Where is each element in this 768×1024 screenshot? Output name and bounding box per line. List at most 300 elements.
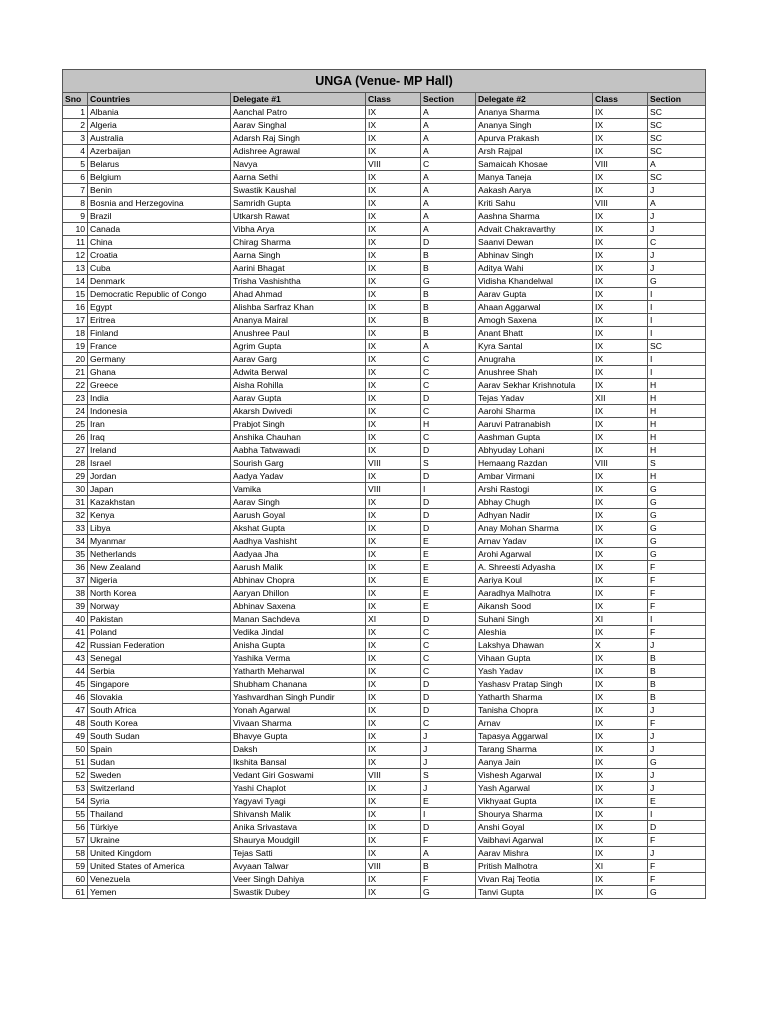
cell-section-1: A [421,184,476,197]
table-row [63,340,706,353]
cell-class-2: IX [593,314,648,327]
header-sno: Sno [63,93,88,106]
cell-class-2: IX [593,119,648,132]
table-row [63,470,706,483]
cell-delegate-2: Aariya Koul [476,574,593,587]
cell-class-2: IX [593,483,648,496]
cell-country: Switzerland [88,782,231,795]
table-row [63,158,706,171]
cell-delegate-1: Agrim Gupta [231,340,366,353]
cell-delegate-2: Vaibhavi Agarwal [476,834,593,847]
cell-sno: 4 [63,145,88,158]
cell-class-1: IX [366,821,421,834]
cell-delegate-1: Adarsh Raj Singh [231,132,366,145]
cell-sno: 46 [63,691,88,704]
cell-section-1: G [421,886,476,899]
cell-delegate-1: Sourish Garg [231,457,366,470]
cell-sno: 58 [63,847,88,860]
table-row [63,483,706,496]
cell-class-1: IX [366,704,421,717]
header-row [63,93,706,106]
cell-section-2: I [648,366,706,379]
cell-delegate-2: Anushree Shah [476,366,593,379]
cell-sno: 8 [63,197,88,210]
cell-section-1: H [421,418,476,431]
cell-section-1: C [421,158,476,171]
cell-delegate-2: Aditya Wahi [476,262,593,275]
cell-country: Iraq [88,431,231,444]
cell-delegate-2: A. Shreesti Adyasha [476,561,593,574]
cell-delegate-2: Arohi Agarwal [476,548,593,561]
table-row [63,418,706,431]
cell-delegate-2: Vikhyaat Gupta [476,795,593,808]
cell-section-2: G [648,535,706,548]
cell-sno: 25 [63,418,88,431]
cell-section-2: A [648,197,706,210]
cell-delegate-2: Adhyan Nadir [476,509,593,522]
cell-sno: 14 [63,275,88,288]
header-countries: Countries [88,93,231,106]
cell-class-1: IX [366,236,421,249]
cell-sno: 10 [63,223,88,236]
cell-class-2: IX [593,834,648,847]
cell-delegate-2: Suhani Singh [476,613,593,626]
cell-sno: 43 [63,652,88,665]
cell-sno: 40 [63,613,88,626]
cell-class-1: IX [366,379,421,392]
cell-section-1: C [421,665,476,678]
cell-class-2: IX [593,873,648,886]
cell-class-1: IX [366,431,421,444]
cell-delegate-2: Tanisha Chopra [476,704,593,717]
cell-class-2: IX [593,327,648,340]
cell-sno: 56 [63,821,88,834]
cell-country: South Sudan [88,730,231,743]
cell-section-1: D [421,678,476,691]
cell-sno: 33 [63,522,88,535]
cell-class-2: IX [593,132,648,145]
cell-delegate-2: Ananya Sharma [476,106,593,119]
header-class-1: Class [366,93,421,106]
cell-section-2: H [648,405,706,418]
cell-delegate-2: Abhyuday Lohani [476,444,593,457]
cell-sno: 42 [63,639,88,652]
cell-class-1: IX [366,184,421,197]
table-row [63,496,706,509]
cell-section-1: B [421,327,476,340]
cell-class-2: IX [593,626,648,639]
cell-country: Brazil [88,210,231,223]
cell-delegate-1: Aarav Gupta [231,392,366,405]
cell-sno: 11 [63,236,88,249]
cell-section-1: E [421,548,476,561]
cell-country: Japan [88,483,231,496]
cell-class-2: IX [593,470,648,483]
cell-class-2: IX [593,548,648,561]
header-section-1: Section [421,93,476,106]
table-row [63,626,706,639]
cell-class-1: IX [366,353,421,366]
cell-sno: 7 [63,184,88,197]
table-row [63,834,706,847]
cell-section-2: H [648,444,706,457]
delegate-table [62,69,706,899]
cell-country: Poland [88,626,231,639]
table-body [63,106,706,899]
cell-class-1: IX [366,847,421,860]
cell-sno: 26 [63,431,88,444]
cell-section-1: A [421,145,476,158]
cell-class-2: IX [593,431,648,444]
cell-delegate-2: Arnav Yadav [476,535,593,548]
cell-delegate-2: Amogh Saxena [476,314,593,327]
cell-delegate-1: Anushree Paul [231,327,366,340]
cell-delegate-2: Ambar Virmani [476,470,593,483]
table-row [63,717,706,730]
cell-section-1: I [421,808,476,821]
cell-delegate-1: Chirag Sharma [231,236,366,249]
cell-class-1: IX [366,314,421,327]
cell-country: Cuba [88,262,231,275]
cell-country: Netherlands [88,548,231,561]
cell-delegate-1: Yashika Verma [231,652,366,665]
cell-class-1: IX [366,834,421,847]
cell-class-1: IX [366,470,421,483]
table-row [63,223,706,236]
cell-delegate-2: Manya Taneja [476,171,593,184]
cell-section-1: C [421,366,476,379]
cell-class-1: IX [366,756,421,769]
cell-delegate-2: Shourya Sharma [476,808,593,821]
cell-section-1: A [421,197,476,210]
cell-section-2: F [648,574,706,587]
cell-class-1: VIII [366,860,421,873]
table-row [63,275,706,288]
cell-class-2: IX [593,847,648,860]
cell-section-1: F [421,873,476,886]
table-row [63,210,706,223]
cell-class-2: IX [593,223,648,236]
cell-class-1: XI [366,613,421,626]
table-row [63,509,706,522]
cell-country: Kenya [88,509,231,522]
cell-section-1: D [421,496,476,509]
cell-delegate-2: Arnav [476,717,593,730]
cell-delegate-1: Aarna Singh [231,249,366,262]
cell-section-2: B [648,652,706,665]
table-row [63,106,706,119]
cell-delegate-2: Yashasv Pratap Singh [476,678,593,691]
cell-class-2: IX [593,366,648,379]
cell-class-1: IX [366,418,421,431]
cell-class-2: IX [593,886,648,899]
cell-country: Sudan [88,756,231,769]
cell-section-1: A [421,119,476,132]
cell-class-1: IX [366,535,421,548]
cell-class-2: IX [593,535,648,548]
cell-class-2: IX [593,574,648,587]
cell-section-1: B [421,288,476,301]
cell-sno: 31 [63,496,88,509]
cell-section-1: D [421,509,476,522]
cell-sno: 49 [63,730,88,743]
cell-delegate-2: Aarav Mishra [476,847,593,860]
cell-section-1: A [421,847,476,860]
cell-sno: 54 [63,795,88,808]
table-row [63,288,706,301]
cell-class-2: IX [593,106,648,119]
cell-class-2: IX [593,522,648,535]
cell-section-2: SC [648,145,706,158]
cell-class-2: IX [593,379,648,392]
cell-section-1: B [421,301,476,314]
cell-class-1: IX [366,106,421,119]
cell-delegate-1: Yashvardhan Singh Pundir [231,691,366,704]
cell-section-2: J [648,184,706,197]
table-row [63,691,706,704]
cell-section-2: H [648,379,706,392]
cell-section-1: B [421,860,476,873]
cell-section-2: SC [648,340,706,353]
cell-section-1: G [421,275,476,288]
cell-class-1: IX [366,717,421,730]
cell-delegate-1: Vedika Jindal [231,626,366,639]
cell-section-2: I [648,808,706,821]
cell-section-1: J [421,743,476,756]
cell-country: Canada [88,223,231,236]
cell-class-2: VIII [593,457,648,470]
cell-section-2: C [648,236,706,249]
cell-section-2: B [648,691,706,704]
sheet-title: UNGA (Venue- MP Hall) [63,70,706,93]
cell-delegate-1: Yonah Agarwal [231,704,366,717]
cell-class-2: IX [593,145,648,158]
table-row [63,444,706,457]
cell-section-1: B [421,314,476,327]
cell-delegate-2: Samaicah Khosae [476,158,593,171]
cell-section-1: E [421,600,476,613]
cell-section-1: J [421,782,476,795]
cell-class-2: IX [593,236,648,249]
cell-section-2: J [648,743,706,756]
cell-class-2: VIII [593,158,648,171]
cell-sno: 9 [63,210,88,223]
cell-section-1: A [421,210,476,223]
cell-class-1: IX [366,145,421,158]
cell-section-2: J [648,782,706,795]
table-row [63,795,706,808]
cell-country: Sweden [88,769,231,782]
cell-delegate-2: Kyra Santal [476,340,593,353]
cell-sno: 57 [63,834,88,847]
cell-section-2: B [648,665,706,678]
cell-delegate-1: Yagyavi Tyagi [231,795,366,808]
cell-country: Egypt [88,301,231,314]
cell-delegate-2: Saanvi Dewan [476,236,593,249]
cell-class-2: IX [593,665,648,678]
cell-delegate-2: Anshi Goyal [476,821,593,834]
cell-country: New Zealand [88,561,231,574]
cell-country: Türkiye [88,821,231,834]
cell-delegate-2: Aakash Aarya [476,184,593,197]
cell-country: South Korea [88,717,231,730]
cell-delegate-2: Abhay Chugh [476,496,593,509]
cell-section-2: J [648,847,706,860]
cell-class-2: VIII [593,197,648,210]
cell-delegate-1: Alishba Sarfraz Khan [231,301,366,314]
cell-section-2: SC [648,106,706,119]
cell-country: Bosnia and Herzegovina [88,197,231,210]
cell-delegate-2: Aarohi Sharma [476,405,593,418]
table-row [63,665,706,678]
cell-class-2: IX [593,561,648,574]
cell-delegate-2: Tarang Sharma [476,743,593,756]
table-row [63,314,706,327]
cell-class-2: IX [593,496,648,509]
cell-delegate-2: Tapasya Aggarwal [476,730,593,743]
cell-class-2: IX [593,743,648,756]
cell-class-1: VIII [366,483,421,496]
cell-delegate-1: Aabha Tatwawadi [231,444,366,457]
cell-class-1: IX [366,288,421,301]
cell-country: Jordan [88,470,231,483]
cell-delegate-1: Swastik Kaushal [231,184,366,197]
cell-section-1: C [421,431,476,444]
cell-class-1: IX [366,132,421,145]
cell-class-2: IX [593,184,648,197]
cell-country: Israel [88,457,231,470]
table-row [63,197,706,210]
cell-section-2: J [648,639,706,652]
cell-country: Azerbaijan [88,145,231,158]
cell-country: Ghana [88,366,231,379]
cell-delegate-1: Tejas Satti [231,847,366,860]
cell-delegate-2: Aikansh Sood [476,600,593,613]
cell-section-2: J [648,223,706,236]
cell-country: Syria [88,795,231,808]
table-row [63,236,706,249]
cell-country: France [88,340,231,353]
cell-class-2: IX [593,652,648,665]
cell-delegate-2: Advait Chakravarthy [476,223,593,236]
table-row [63,535,706,548]
cell-delegate-2: Vishesh Agarwal [476,769,593,782]
cell-class-1: IX [366,587,421,600]
cell-section-2: G [648,496,706,509]
cell-country: Venezuela [88,873,231,886]
cell-section-1: E [421,561,476,574]
table-row [63,821,706,834]
cell-delegate-2: Anugraha [476,353,593,366]
cell-section-1: A [421,171,476,184]
cell-delegate-1: Swastik Dubey [231,886,366,899]
cell-country: Albania [88,106,231,119]
cell-class-2: IX [593,821,648,834]
cell-country: Indonesia [88,405,231,418]
cell-section-1: C [421,405,476,418]
cell-class-1: IX [366,301,421,314]
cell-sno: 27 [63,444,88,457]
cell-class-2: IX [593,301,648,314]
cell-sno: 37 [63,574,88,587]
cell-country: Benin [88,184,231,197]
table-row [63,366,706,379]
cell-sno: 12 [63,249,88,262]
cell-delegate-2: Anay Mohan Sharma [476,522,593,535]
table-row [63,678,706,691]
title-row [63,70,706,93]
cell-class-2: XII [593,392,648,405]
cell-class-1: IX [366,626,421,639]
table-row [63,119,706,132]
table-row [63,548,706,561]
cell-country: Norway [88,600,231,613]
cell-sno: 51 [63,756,88,769]
cell-delegate-2: Pritish Malhotra [476,860,593,873]
cell-country: China [88,236,231,249]
cell-section-1: F [421,834,476,847]
table-row [63,860,706,873]
cell-class-1: IX [366,730,421,743]
cell-delegate-2: Aaruvi Patranabish [476,418,593,431]
table-row [63,704,706,717]
cell-section-1: E [421,795,476,808]
table-row [63,847,706,860]
cell-class-1: IX [366,548,421,561]
cell-class-1: IX [366,561,421,574]
cell-delegate-1: Shaurya Moudgill [231,834,366,847]
cell-section-2: I [648,288,706,301]
cell-section-1: D [421,236,476,249]
cell-delegate-2: Yash Agarwal [476,782,593,795]
cell-delegate-1: Shivansh Malik [231,808,366,821]
cell-sno: 1 [63,106,88,119]
cell-class-1: IX [366,522,421,535]
table-row [63,652,706,665]
cell-delegate-1: Vibha Arya [231,223,366,236]
table-row [63,145,706,158]
cell-class-2: IX [593,769,648,782]
cell-section-2: SC [648,119,706,132]
cell-sno: 61 [63,886,88,899]
cell-class-1: IX [366,678,421,691]
cell-section-2: H [648,418,706,431]
cell-delegate-1: Bhavye Gupta [231,730,366,743]
cell-section-1: B [421,249,476,262]
cell-delegate-2: Aaradhya Malhotra [476,587,593,600]
cell-class-2: IX [593,600,648,613]
cell-delegate-1: Ahad Ahmad [231,288,366,301]
cell-delegate-1: Yashi Chaplot [231,782,366,795]
cell-class-2: IX [593,808,648,821]
cell-country: Iran [88,418,231,431]
cell-class-1: VIII [366,158,421,171]
cell-section-1: I [421,483,476,496]
cell-sno: 16 [63,301,88,314]
cell-section-2: H [648,431,706,444]
cell-sno: 13 [63,262,88,275]
table-row [63,522,706,535]
cell-section-1: J [421,730,476,743]
table-row [63,184,706,197]
cell-delegate-2: Vihaan Gupta [476,652,593,665]
cell-class-1: IX [366,327,421,340]
table-row [63,873,706,886]
cell-section-2: G [648,483,706,496]
cell-delegate-2: Lakshya Dhawan [476,639,593,652]
cell-section-2: G [648,522,706,535]
cell-section-1: A [421,106,476,119]
